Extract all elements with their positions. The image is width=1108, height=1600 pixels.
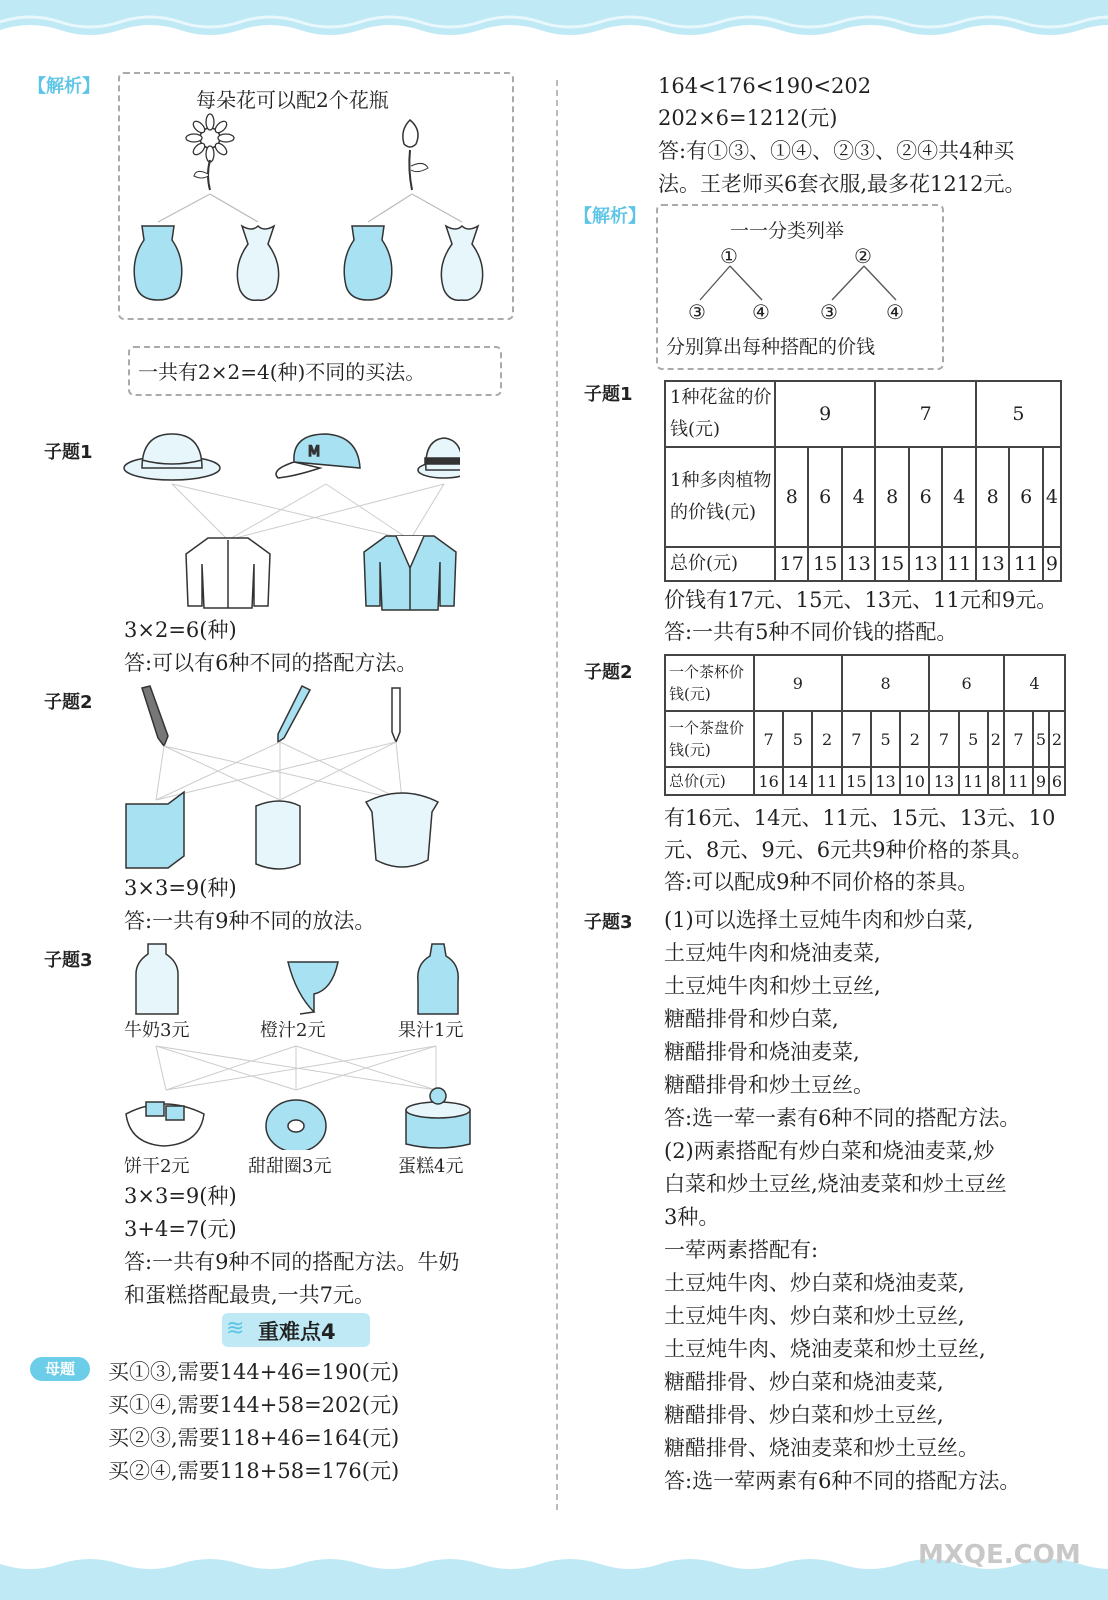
tea-total: 13 bbox=[929, 767, 958, 795]
analysis-label-right: 【解析】 bbox=[574, 206, 646, 227]
right-q1-line2: 答:一共有5种不同价钱的搭配。 bbox=[664, 620, 958, 644]
row-header-tray: 一个茶盘价钱(元) bbox=[665, 711, 754, 767]
pot-price: 9 bbox=[775, 381, 875, 447]
jar-holder-icon bbox=[366, 793, 438, 867]
right-top-line-4: 法。王老师买6套衣服,最多花1212元。 bbox=[658, 172, 1026, 196]
drink-milk: 牛奶3元 bbox=[124, 1020, 190, 1041]
total-price: 11 bbox=[942, 547, 975, 581]
vase-icon bbox=[344, 226, 392, 300]
drink-juice: 果汁1元 bbox=[398, 1020, 464, 1041]
pot-price: 7 bbox=[875, 381, 975, 447]
analysis-label: 【解析】 bbox=[28, 76, 100, 97]
q2-line1: 3×3=9(种) bbox=[124, 876, 237, 900]
right-q3-line: (1)可以选择土豆炖牛肉和炒白菜, bbox=[664, 908, 974, 932]
tulip-icon bbox=[403, 120, 428, 190]
total-price: 17 bbox=[775, 547, 808, 581]
total-price: 13 bbox=[976, 547, 1009, 581]
right-q1-line1: 价钱有17元、15元、13元、11元和9元。 bbox=[664, 588, 1058, 612]
total-price: 15 bbox=[808, 547, 841, 581]
pen-holder-illustration bbox=[120, 680, 440, 870]
plant-price: 8 bbox=[875, 447, 908, 547]
total-price: 13 bbox=[842, 547, 875, 581]
q1-tag: 子题1 bbox=[44, 442, 93, 463]
column-divider bbox=[556, 80, 558, 1510]
drink-orange: 橙汁2元 bbox=[260, 1020, 326, 1041]
watermark: MXQE.COM bbox=[918, 1540, 1081, 1570]
snack-cake: 蛋糕4元 bbox=[398, 1156, 464, 1177]
tree-node-2: ② bbox=[854, 244, 872, 268]
right-q3-line: 糖醋排骨、烧油麦菜和炒土豆丝。 bbox=[664, 1436, 979, 1460]
flower-caption: 每朵花可以配2个花瓶 bbox=[196, 88, 389, 112]
fedora-hat-icon bbox=[418, 438, 460, 478]
q1-line2: 答:可以有6种不同的搭配方法。 bbox=[124, 651, 418, 675]
vase-icon bbox=[441, 226, 482, 300]
right-q3-tag: 子题3 bbox=[584, 912, 633, 933]
cardigan-icon bbox=[364, 536, 456, 610]
right-q3-line: 糖醋排骨、炒白菜和烧油麦菜, bbox=[664, 1370, 944, 1394]
vase-icon bbox=[237, 226, 278, 300]
right-q2-line2: 元、8元、9元、6元共9种价格的茶具。 bbox=[664, 838, 1033, 862]
mother-question-badge: 母题 bbox=[30, 1357, 90, 1381]
right-q3-line: 土豆炖牛肉、炒白菜和烧油麦菜, bbox=[664, 1271, 965, 1295]
tea-total: 6 bbox=[1049, 767, 1065, 795]
right-q3-line: (2)两素搭配有炒白菜和烧油麦菜,炒 bbox=[664, 1139, 995, 1163]
tea-total: 11 bbox=[959, 767, 988, 795]
right-q2-line1: 有16元、14元、11元、15元、13元、10 bbox=[664, 806, 1056, 830]
row-header-pot: 1种花盆的价钱(元) bbox=[665, 381, 775, 447]
tray-price: 7 bbox=[1004, 711, 1033, 767]
q2-tag: 子题2 bbox=[44, 692, 93, 713]
mother-line-4: 买②④,需要118+58=176(元) bbox=[108, 1459, 400, 1483]
right-q3-line: 白菜和炒土豆丝,烧油麦菜和炒土豆丝 bbox=[664, 1172, 1007, 1196]
row-header-total: 总价(元) bbox=[665, 547, 775, 581]
q1-line1: 3×2=6(种) bbox=[124, 618, 237, 642]
right-q3-line: 糖醋排骨和炒白菜, bbox=[664, 1007, 839, 1031]
tea-total: 11 bbox=[1004, 767, 1033, 795]
plant-price: 8 bbox=[775, 447, 808, 547]
mother-line-2: 买①④,需要144+58=202(元) bbox=[108, 1393, 400, 1417]
tray-price: 5 bbox=[783, 711, 812, 767]
q3-line3: 答:一共有9种不同的搭配方法。牛奶 bbox=[124, 1250, 460, 1274]
right-q3-line: 一荤两素搭配有: bbox=[664, 1238, 819, 1262]
tray-price: 7 bbox=[754, 711, 783, 767]
tray-price: 2 bbox=[988, 711, 1004, 767]
juice-bottle-icon bbox=[418, 944, 459, 1014]
tray-price: 7 bbox=[929, 711, 958, 767]
q3-line1: 3×3=9(种) bbox=[124, 1184, 237, 1208]
tree-node-3a: ③ bbox=[688, 300, 706, 324]
tray-price: 2 bbox=[1049, 711, 1065, 767]
tea-total: 11 bbox=[812, 767, 841, 795]
tea-total: 15 bbox=[842, 767, 871, 795]
square-holder-icon bbox=[126, 792, 184, 868]
tray-price: 5 bbox=[959, 711, 988, 767]
biscuit-bowl-icon bbox=[126, 1104, 204, 1146]
svg-text:M: M bbox=[308, 444, 321, 460]
right-q3-line: 土豆炖牛肉、烧油麦菜和炒土豆丝, bbox=[664, 1337, 986, 1361]
tea-total: 16 bbox=[754, 767, 783, 795]
right-q3-line: 糖醋排骨、炒白菜和炒土豆丝, bbox=[664, 1403, 944, 1427]
row-header-total-tea: 总价(元) bbox=[665, 767, 754, 795]
right-q3-line: 3种。 bbox=[664, 1205, 720, 1229]
tree-node-1: ① bbox=[720, 244, 738, 268]
tea-total: 8 bbox=[988, 767, 1004, 795]
tea-total: 14 bbox=[783, 767, 812, 795]
tree-node-4a: ④ bbox=[752, 300, 770, 324]
cup-price: 6 bbox=[929, 655, 1003, 711]
cup-price: 8 bbox=[842, 655, 930, 711]
tea-set-price-table bbox=[664, 654, 1066, 796]
right-q3-line: 土豆炖牛肉和烧油麦菜, bbox=[664, 941, 881, 965]
top-wave-decoration bbox=[0, 0, 1108, 46]
section4-title: 重难点4 bbox=[258, 1320, 336, 1344]
milk-bottle-icon bbox=[136, 944, 178, 1014]
right-q3-line: 糖醋排骨和炒土豆丝。 bbox=[664, 1073, 874, 1097]
right-q2-tag: 子题2 bbox=[584, 662, 633, 683]
juice-glass-icon bbox=[288, 962, 338, 1014]
daisy-icon bbox=[186, 114, 234, 190]
waves-icon: ≋ bbox=[226, 1316, 245, 1341]
hat-clothes-illustration bbox=[120, 428, 460, 612]
fountain-pen-icon bbox=[278, 686, 310, 742]
mother-line-3: 买②③,需要118+46=164(元) bbox=[108, 1426, 400, 1450]
q3-line4: 和蛋糕搭配最贵,一共7元。 bbox=[124, 1283, 376, 1307]
q3-line2: 3+4=7(元) bbox=[124, 1217, 237, 1241]
tray-price: 2 bbox=[812, 711, 841, 767]
flower-result: 一共有2×2=4(种)不同的买法。 bbox=[138, 360, 426, 384]
cylinder-holder-icon bbox=[256, 801, 300, 869]
tree-node-3b: ③ bbox=[820, 300, 838, 324]
right-q3-line: 糖醋排骨和烧油麦菜, bbox=[664, 1040, 860, 1064]
right-top-line-1: 164<176<190<202 bbox=[658, 74, 872, 98]
tree-title: 一一分类列举 bbox=[730, 220, 845, 242]
tea-total: 9 bbox=[1033, 767, 1049, 795]
tea-total: 13 bbox=[871, 767, 900, 795]
mother-line-1: 买①③,需要144+46=190(元) bbox=[108, 1360, 400, 1384]
drinks-illustration bbox=[120, 938, 480, 1018]
snacks-illustration bbox=[120, 1040, 480, 1150]
right-top-line-3: 答:有①③、①④、②③、②④共4种买 bbox=[658, 139, 1015, 163]
tray-price: 5 bbox=[1033, 711, 1049, 767]
tray-price: 2 bbox=[900, 711, 929, 767]
cup-price: 9 bbox=[754, 655, 842, 711]
total-price: 15 bbox=[875, 547, 908, 581]
right-q3-line: 土豆炖牛肉、炒白菜和炒土豆丝, bbox=[664, 1304, 965, 1328]
flowerpot-price-table bbox=[664, 380, 1062, 582]
plant-price: 4 bbox=[942, 447, 975, 547]
total-price: 11 bbox=[1009, 547, 1042, 581]
plant-price: 4 bbox=[842, 447, 875, 547]
right-top-line-2: 202×6=1212(元) bbox=[658, 106, 838, 130]
plant-price: 8 bbox=[976, 447, 1009, 547]
tea-total: 10 bbox=[900, 767, 929, 795]
right-q3-line: 答:选一荤两素有6种不同的搭配方法。 bbox=[664, 1469, 1021, 1493]
total-price: 9 bbox=[1043, 547, 1061, 581]
pot-price: 5 bbox=[976, 381, 1061, 447]
cup-price: 4 bbox=[1004, 655, 1065, 711]
sun-hat-icon bbox=[124, 434, 220, 480]
snack-biscuit: 饼干2元 bbox=[124, 1156, 190, 1177]
right-q1-tag: 子题1 bbox=[584, 384, 633, 405]
pencil-icon bbox=[142, 686, 168, 746]
snack-donut: 甜甜圈3元 bbox=[248, 1156, 332, 1177]
q3-tag: 子题3 bbox=[44, 950, 93, 971]
tray-price: 7 bbox=[842, 711, 871, 767]
baseball-cap-icon bbox=[276, 434, 360, 478]
total-price: 13 bbox=[909, 547, 942, 581]
row-header-plant: 1种多肉植物的价钱(元) bbox=[665, 447, 775, 547]
right-q3-line: 答:选一荤一素有6种不同的搭配方法。 bbox=[664, 1106, 1021, 1130]
plant-price: 4 bbox=[1043, 447, 1061, 547]
shirt-icon bbox=[186, 538, 270, 608]
tree-footer: 分别算出每种搭配的价钱 bbox=[666, 336, 876, 358]
plant-price: 6 bbox=[808, 447, 841, 547]
q2-line2: 答:一共有9种不同的放法。 bbox=[124, 909, 376, 933]
plant-price: 6 bbox=[1009, 447, 1042, 547]
row-header-cup: 一个茶杯价钱(元) bbox=[665, 655, 754, 711]
right-q2-line3: 答:可以配成9种不同价格的茶具。 bbox=[664, 870, 979, 894]
ballpoint-pen-icon bbox=[392, 688, 400, 742]
tree-node-4b: ④ bbox=[886, 300, 904, 324]
tray-price: 5 bbox=[871, 711, 900, 767]
vase-icon bbox=[134, 226, 182, 300]
flower-vase-illustration bbox=[118, 110, 510, 314]
plant-price: 6 bbox=[909, 447, 942, 547]
right-q3-line: 土豆炖牛肉和炒土豆丝, bbox=[664, 974, 881, 998]
